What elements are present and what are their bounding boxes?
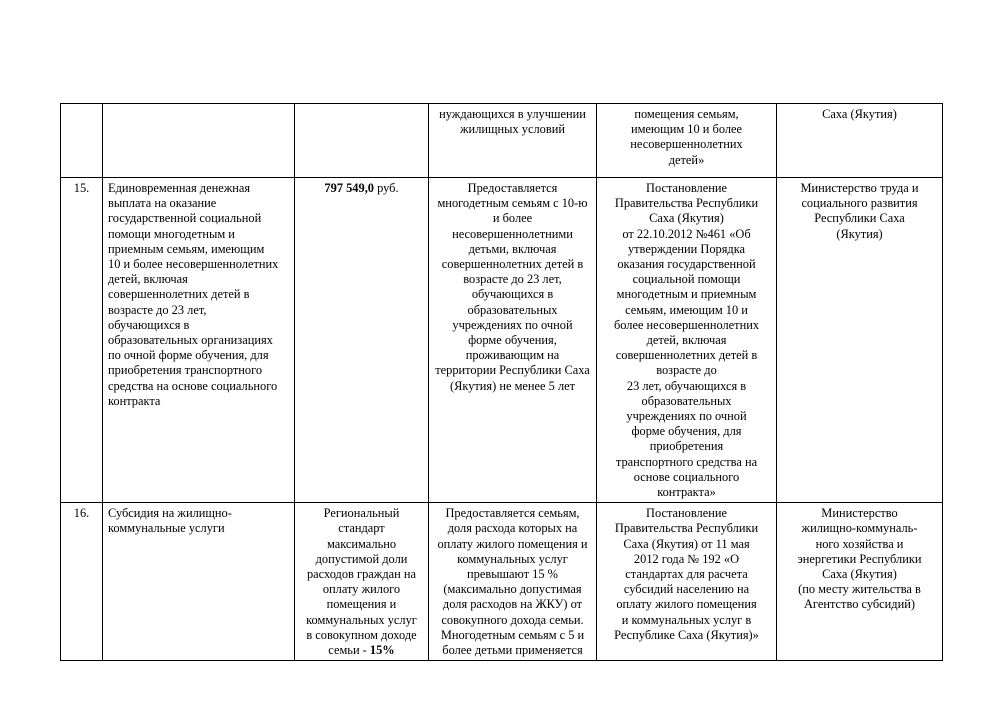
- text-line: Постановление: [646, 181, 727, 195]
- text-line: образовательных: [641, 393, 732, 408]
- text-line: утверждении Порядка: [627, 241, 746, 256]
- text-line: Единовременная денежная: [108, 181, 251, 195]
- text-line: Республики Саха: [814, 211, 905, 226]
- text-line: нуждающихся в улучшении: [439, 107, 586, 121]
- text-line: (Якутия): [836, 226, 883, 241]
- text-line: Агентство субсидий): [803, 597, 916, 612]
- text-line: помощи многодетным и: [108, 226, 235, 241]
- text-line: обучающихся в: [471, 287, 554, 302]
- text-line: стандарт: [338, 521, 385, 536]
- text-line: 23 лет, обучающихся в: [626, 378, 747, 393]
- text-line: совершеннолетних детей в: [108, 287, 250, 302]
- text-line: транспортного средства на: [615, 454, 758, 469]
- text-line: Республике Саха (Якутия)»: [614, 627, 759, 642]
- text-line: социального развития: [801, 196, 918, 211]
- text-line: доля расходов на ЖКУ) от: [442, 597, 583, 612]
- authority-cell: [777, 104, 943, 178]
- benefits-table: [60, 103, 943, 661]
- text-line: коммунальных услуг: [457, 551, 568, 566]
- text-line: 2012 года № 192 «О: [633, 551, 740, 566]
- text-line: контракта»: [657, 485, 716, 500]
- text-line: территории Республики Саха: [435, 363, 590, 378]
- text-line: совершеннолетних детей в: [615, 348, 758, 363]
- text-line: многодетным семьям с 10-ю: [437, 196, 588, 211]
- text-line: образовательных организациях: [108, 333, 273, 348]
- table-row: [61, 178, 943, 503]
- text-line: Субсидия на жилищно-: [108, 506, 232, 521]
- text-line: выплата на оказание: [108, 196, 217, 211]
- amount-cell: [295, 104, 429, 178]
- table-row: [61, 503, 943, 661]
- text-line: Предоставляется семьям,: [445, 506, 580, 521]
- row-number-cell: 16.: [61, 503, 103, 661]
- text-line: многодетным и приемным: [616, 287, 757, 302]
- text-line: оплату жилого помещения и: [437, 536, 588, 551]
- benefit-name-cell: [103, 503, 295, 661]
- text-line: ного хозяйства и: [815, 536, 904, 551]
- legal-basis-cell: [597, 503, 777, 661]
- text-line: жилищно-коммуналь-: [801, 521, 918, 536]
- text-line: обучающихся в: [108, 317, 190, 332]
- amount-value: 797 549,0: [324, 181, 374, 195]
- text-line: помещения и: [326, 597, 397, 612]
- text-line: 10 и более несовершеннолетних: [108, 257, 279, 272]
- text-line: несовершеннолетних: [630, 137, 743, 152]
- amount-cell: [295, 503, 429, 661]
- text-line: расходов граждан на: [306, 567, 417, 582]
- text-line: имеющим 10 и более: [630, 122, 743, 137]
- benefit-name-cell: [103, 178, 295, 503]
- text-line: Многодетным семьям с 5 и: [440, 627, 585, 642]
- text-line: Саха (Якутия): [822, 567, 897, 582]
- text-line: основе социального: [633, 469, 740, 484]
- text-line: средства на основе социального: [108, 378, 278, 393]
- text-line: проживающим на: [465, 348, 560, 363]
- text-line: контракта: [108, 393, 161, 408]
- text-line: возрасте до 23 лет,: [108, 302, 207, 317]
- text-line: оказания государственной: [617, 257, 756, 272]
- text-line: (максимально допустимая: [443, 582, 582, 597]
- text-line: приемным семьям, имеющим: [108, 241, 265, 256]
- legal-basis-cell: [597, 178, 777, 503]
- text-line: коммунальных услуг: [306, 612, 417, 627]
- table-row: [61, 104, 943, 178]
- text-line: оплату жилого помещения: [616, 597, 757, 612]
- text-line: форме обучения,: [468, 333, 557, 348]
- text-line: более детьми применяется: [442, 643, 583, 658]
- text-line: субсидий населению на: [623, 582, 750, 597]
- text-line: помещения семьям,: [634, 107, 739, 121]
- text-line: Саха (Якутия): [649, 211, 724, 226]
- text-line: в совокупном доходе: [306, 627, 417, 642]
- text-line: максимально: [326, 536, 397, 551]
- text-line: Региональный: [323, 506, 400, 521]
- text-line: учреждениях по очной: [626, 409, 747, 424]
- text-line: допустимой доли: [315, 551, 408, 566]
- text-line: жилищных условий: [460, 122, 565, 137]
- text-line: семьям, имеющим 10 и: [625, 302, 748, 317]
- text-line: детьми, включая: [468, 241, 557, 256]
- text-line: и более: [492, 211, 533, 226]
- text-line: форме обучения, для: [631, 424, 742, 439]
- benefit-name-cell: [103, 104, 295, 178]
- text-line: Правительства Республики: [614, 196, 759, 211]
- text-line: приобретения транспортного: [108, 363, 263, 378]
- text-line: от 22.10.2012 №461 «Об: [622, 226, 751, 241]
- text-line: социальной помощи: [632, 272, 741, 287]
- text-line: совокупного дохода семьи.: [441, 612, 584, 627]
- text-line: Министерство труда и: [800, 181, 919, 195]
- text-line: учреждениях по очной: [452, 317, 573, 332]
- text-line: Саха (Якутия): [822, 107, 897, 121]
- amount-unit: руб.: [373, 181, 399, 195]
- text-line: оплату жилого: [322, 582, 401, 597]
- conditions-cell: [429, 503, 597, 661]
- text-line: несовершеннолетними: [452, 226, 573, 241]
- text-line: Предоставляется: [467, 181, 558, 195]
- text-line: возрасте до: [656, 363, 717, 378]
- text-line: по очной форме обучения, для: [108, 348, 269, 363]
- amount-cell: [295, 178, 429, 503]
- text-line: более несовершеннолетних: [613, 317, 760, 332]
- row-number-cell: 15.: [61, 178, 103, 503]
- text-line: Министерство: [821, 506, 898, 521]
- text-line: детей»: [668, 152, 705, 167]
- text-line: детей, включая: [108, 272, 188, 287]
- text-line: Правительства Республики: [614, 521, 759, 536]
- text-line: стандартах для расчета: [625, 567, 748, 582]
- conditions-cell: [429, 104, 597, 178]
- text-line: (Якутия) не менее 5 лет: [449, 378, 576, 393]
- authority-cell: [777, 503, 943, 661]
- text-line: детей, включая: [646, 333, 727, 348]
- legal-basis-cell: [597, 104, 777, 178]
- text-line: энергетики Республики: [797, 551, 922, 566]
- text-line: Постановление: [646, 506, 727, 521]
- row-number-cell: [61, 104, 103, 178]
- conditions-cell: [429, 178, 597, 503]
- text-line: и коммунальных услуг в: [621, 612, 752, 627]
- text-line: государственной социальной: [108, 211, 262, 226]
- text-line: коммунальные услуги: [108, 521, 225, 536]
- amount-percent: 15%: [369, 643, 395, 658]
- text-line: превышают 15 %: [467, 567, 558, 582]
- amount-prefix: семьи -: [328, 643, 370, 658]
- text-line: совершеннолетних детей в: [441, 257, 584, 272]
- text-line: [300, 643, 423, 658]
- text-line: возрасте до 23 лет,: [463, 272, 562, 287]
- text-line: приобретения: [649, 439, 724, 454]
- text-line: образовательных: [467, 302, 558, 317]
- authority-cell: [777, 178, 943, 503]
- text-line: Саха (Якутия) от 11 мая: [623, 536, 750, 551]
- text-line: (по месту жительства в: [798, 582, 921, 597]
- text-line: доля расхода которых на: [447, 521, 578, 536]
